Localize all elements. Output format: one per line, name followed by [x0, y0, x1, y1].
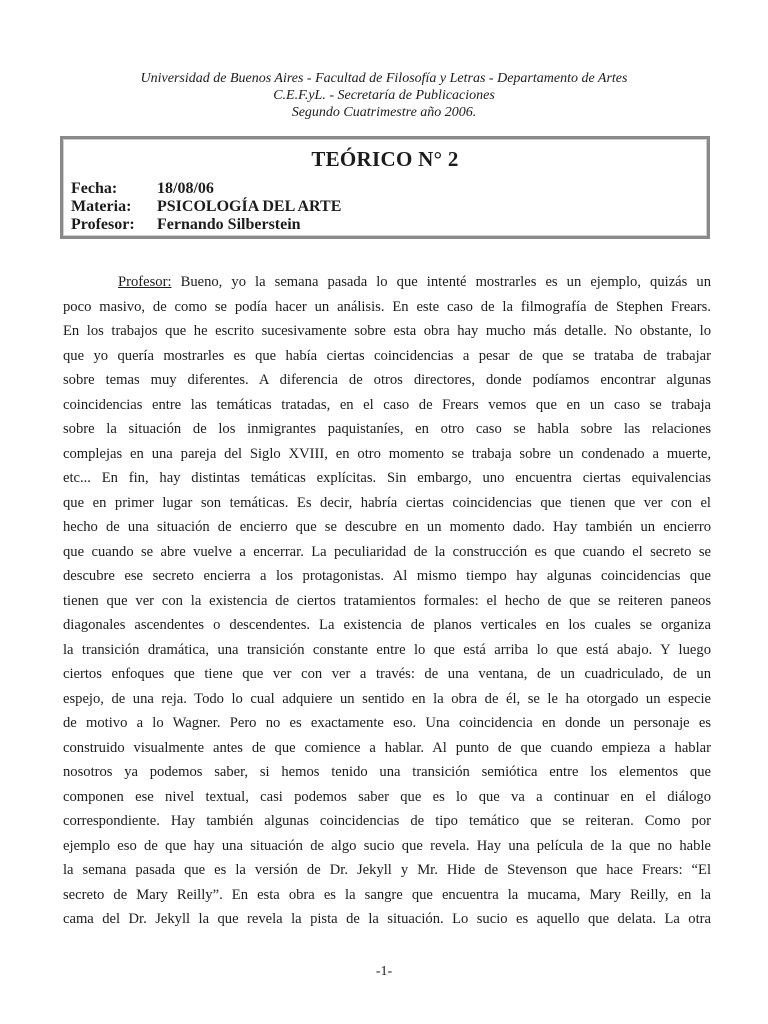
body-line: coincidencias entre las temáticas tratadas, en el caso de Frears vemos que en un caso se trabaja	[63, 396, 711, 413]
body-line: la transición dramática, una transición constante entre lo que está arriba lo que está abajo. Y luego	[63, 641, 711, 658]
body-line-text: Bueno, yo la semana pasada lo que intenté mostrarles es un ejemplo, quizás un	[171, 274, 711, 290]
speaker-label: Profesor:	[118, 274, 172, 290]
transcript-body	[63, 270, 711, 932]
meta-value-professor: Fernando Silberstein	[157, 216, 301, 233]
body-line: complejas en una pareja del Siglo XVIII, en otro momento se trabaja sobre un condenado a muerte,	[63, 445, 711, 462]
body-line: En los trabajos que he escrito sucesivamente sobre esta obra hay mucho más detalle. No obstante, lo	[63, 323, 711, 339]
body-line: la semana pasada que es la versión de Dr. Jekyll y Mr. Hide de Stevenson que hace Frears: “El	[63, 862, 711, 878]
header-institution: Universidad de Buenos Aires - Facultad de Filosofía y Letras - Departamento de Artes	[140, 71, 628, 86]
page-header	[0, 70, 768, 121]
meta-label-date: Fecha:	[71, 180, 118, 197]
body-line: componen ese nivel textual, casi podemos saber que es lo que va a continuar en el diálogo	[63, 788, 711, 805]
body-line	[63, 270, 711, 295]
body-line: descubre ese secreto encierra a los protagonistas. Al mismo tiempo hay algunas coincidencias que	[63, 568, 711, 584]
body-line: espejo, de una reja. Todo lo cual adquiere un sentido en la obra de él, se le ha otorgado un especie	[63, 690, 711, 707]
body-line: sobre temas muy diferentes. A diferencia de otros directores, donde podíamos encontrar algunas	[63, 372, 711, 388]
body-line: cama del Dr. Jekyll la que revela la pista de la situación. Lo sucio es aquello que delata. La otra	[63, 911, 711, 927]
body-line: sobre la situación de los inmigrantes paquistaníes, en otro caso se habla sobre las relaciones	[63, 421, 711, 437]
body-line: poco masivo, de como se podía hacer un análisis. En este caso de la filmografía de Stephen Frears.	[63, 298, 711, 315]
meta-value-subject: PSICOLOGÍA DEL ARTE	[157, 198, 342, 215]
body-line: que en primer lugar son temáticas. Es decir, habría ciertas coincidencias que tienen que ver con el	[63, 494, 711, 511]
body-line: que yo quería mostrarles es que había ciertas coincidencias a pesar de que se trataba de trabajar	[63, 347, 711, 364]
meta-row-professor	[71, 216, 301, 234]
body-line: nosotros ya podemos saber, si hemos tenido una transición semiótica entre los elementos que	[63, 764, 711, 780]
body-line: ciertos enfoques que tiene que ver con ver a través: de una ventana, de un cuadriculado, de un	[63, 666, 711, 682]
body-line: que cuando se abre vuelve a encerrar. La peculiaridad de la construcción es que cuando el secreto se	[63, 543, 711, 560]
body-line: secreto de Mary Reilly”. En esta obra es la sangre que encuentra la mucama, Mary Reilly, en la	[63, 886, 711, 903]
meta-label-professor: Profesor:	[71, 216, 135, 233]
body-line: ejemplo eso de que hay una situación de algo sucio que revela. Hay una película de la que no hable	[63, 837, 711, 854]
meta-label-subject: Materia:	[71, 198, 132, 215]
meta-value-date: 18/08/06	[157, 180, 214, 197]
body-line: construido visualmente antes de que comience a hablar. Al punto de que cuando empieza a hablar	[63, 739, 711, 756]
body-line: correspondiente. Hay también algunas coincidencias de tipo temático que se reiteran. Como por	[63, 813, 711, 829]
document-title: TEÓRICO N° 2	[311, 147, 459, 171]
body-line: de motivo a lo Wagner. Pero no es exactamente eso. Una coincidencia en donde un personaje es	[63, 715, 711, 731]
header-secretariat: C.E.F.yL. - Secretaría de Publicaciones	[273, 88, 495, 103]
body-line: diagonales ascendentes o descendentes. La existencia de planos verticales en los cuales se organiza	[63, 617, 711, 633]
header-semester: Segundo Cuatrimestre año 2006.	[291, 105, 477, 120]
body-line: hecho de una situación de encierro que se descubre en un momento dado. Hay también un encierro	[63, 519, 711, 535]
title-box	[60, 136, 710, 239]
meta-row-subject	[71, 198, 341, 216]
page-number: -1-	[375, 964, 393, 979]
body-line: tienen que ver con la existencia de ciertos tratamientos formales: el hecho de que se reiteren paneos	[63, 592, 711, 609]
body-line: etc... En fin, hay distintas temáticas explícitas. Sin embargo, uno encuentra ciertas equivalencias	[63, 470, 711, 486]
meta-row-date	[71, 180, 214, 198]
